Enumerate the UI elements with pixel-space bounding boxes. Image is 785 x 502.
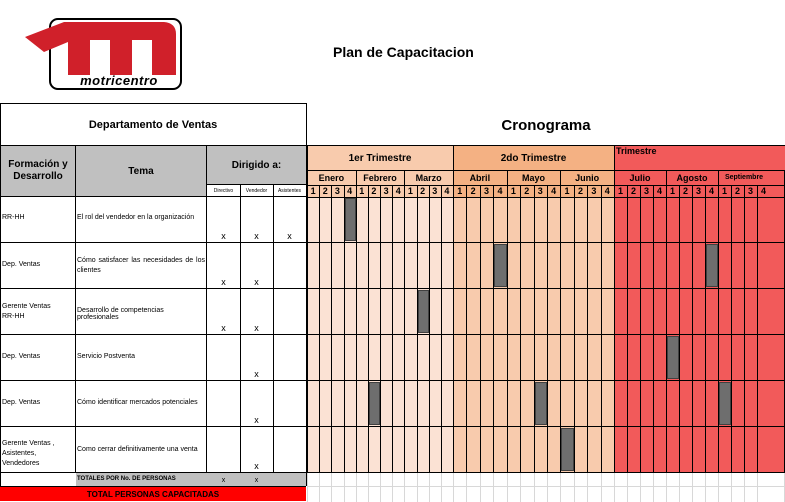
week-gridline (666, 185, 667, 472)
row-tema: El rol del vendedor en la organización (77, 214, 195, 221)
asistentes-header: Asistentes (277, 187, 302, 194)
motricentro-logo (24, 18, 182, 90)
week-number: 4 (497, 186, 503, 196)
week-number: 3 (432, 186, 438, 196)
week-gridline (368, 185, 369, 472)
empty-cell-gridline (344, 473, 345, 502)
row-asistentes-mark (273, 276, 306, 288)
week-gridline (627, 185, 628, 472)
totals-vendedor: x (254, 476, 259, 484)
week-number: 4 (347, 186, 353, 196)
row-directivo-mark: x (221, 231, 226, 241)
week-number: 1 (510, 186, 516, 196)
empty-cell-gridline (718, 473, 719, 502)
totals-directivo: x (221, 476, 226, 484)
quarter-gridline (307, 146, 308, 170)
empty-cell-gridline (640, 473, 641, 502)
schedule-title: Cronograma (501, 116, 591, 134)
week-gridline (319, 185, 320, 472)
empty-cell-gridline (392, 473, 393, 502)
week-number: 4 (604, 186, 610, 196)
week-number: 2 (630, 186, 636, 196)
empty-cell-gridline (679, 473, 680, 502)
activity-bar (535, 382, 547, 425)
week-gridline (429, 185, 430, 472)
week-number: 1 (407, 186, 413, 196)
month-gridline (404, 170, 405, 185)
row-directivo-mark (207, 368, 240, 380)
empty-cell-gridline (627, 473, 628, 502)
row-area: RR-HH (2, 214, 25, 221)
month-label: Agosto (676, 172, 708, 183)
week-number: 4 (708, 186, 714, 196)
month-gridline (666, 170, 667, 185)
week-number: 1 (669, 186, 675, 196)
quarter-label: 2do Trimestre (500, 152, 567, 164)
week-number: 2 (420, 186, 426, 196)
week-gridline (601, 185, 602, 472)
row-area: Gerente Ventas RR-HH (2, 303, 51, 320)
week-number: 2 (322, 186, 328, 196)
row-asistentes-mark (273, 322, 306, 334)
row-gridline (307, 426, 785, 427)
month-gridline (356, 170, 357, 185)
activity-bar (561, 428, 573, 471)
empty-cell-gridline (466, 473, 467, 502)
week-gridline (380, 185, 381, 472)
row-vendedor-mark: x (254, 277, 259, 287)
row-asistentes-mark (273, 460, 306, 472)
empty-cell-gridline (368, 473, 369, 502)
week-gridline (574, 185, 575, 472)
empty-cell-gridline (744, 473, 745, 502)
quarter-label: 1er Trimestre (348, 152, 412, 164)
activity-bar (345, 198, 356, 241)
month-gridline (507, 170, 508, 185)
empty-cell-gridline (417, 473, 418, 502)
month-label: Mayo (521, 172, 545, 183)
week-gridline (331, 185, 332, 472)
week-gridline (507, 185, 508, 472)
week-gridline (744, 185, 745, 472)
week-number: 2 (470, 186, 476, 196)
week-gridline (692, 185, 693, 472)
month-label: Junio (575, 172, 600, 183)
week-gridline (614, 185, 615, 472)
empty-cell-gridline (307, 473, 308, 502)
empty-cell-gridline (666, 473, 667, 502)
empty-cell-gridline (441, 473, 442, 502)
empty-cell-gridline (560, 473, 561, 502)
row-gridline (307, 288, 785, 289)
week-number: 3 (334, 186, 340, 196)
empty-cell-gridline (601, 473, 602, 502)
row-gridline (307, 242, 785, 243)
week-number: 4 (551, 186, 557, 196)
row-vendedor-mark: x (254, 231, 259, 241)
empty-cell-gridline (307, 486, 785, 487)
directivo-header: Directivo (213, 187, 234, 194)
row-tema: Cómo identificar mercados potenciales (77, 399, 198, 406)
row-area: Gerente Ventas , Asistentes, Vendedores (2, 440, 55, 467)
empty-cell-gridline (520, 473, 521, 502)
empty-cell-gridline (404, 473, 405, 502)
week-number: 4 (395, 186, 401, 196)
week-gridline (718, 185, 719, 472)
quarter-label: Trimestre (616, 146, 657, 156)
empty-cell-gridline (705, 473, 706, 502)
week-number: 4 (656, 186, 662, 196)
row-vendedor-mark: x (254, 323, 259, 333)
empty-cell-gridline (534, 473, 535, 502)
week-number: 3 (484, 186, 490, 196)
empty-cell-gridline (587, 473, 588, 502)
week-number: 3 (537, 186, 543, 196)
empty-cell-gridline (453, 473, 454, 502)
empty-cell-gridline (507, 473, 508, 502)
week-number: 3 (383, 186, 389, 196)
week-number: 3 (643, 186, 649, 196)
row-tema: Servicio Postventa (77, 353, 135, 360)
week-gridline (466, 185, 467, 472)
empty-cell-gridline (757, 473, 758, 502)
department-title: Departamento de Ventas (88, 119, 218, 131)
week-gridline (705, 185, 706, 472)
week-number: 4 (444, 186, 450, 196)
week-gridline (480, 185, 481, 472)
month-label: Febrero (363, 172, 397, 183)
empty-cell-gridline (614, 473, 615, 502)
week-number: 1 (564, 186, 570, 196)
logo-text: motricentro (80, 73, 158, 88)
week-number: 2 (371, 186, 377, 196)
month-label: Julio (629, 172, 651, 183)
empty-cell-gridline (547, 473, 548, 502)
week-gridline (493, 185, 494, 472)
activity-bar (719, 382, 731, 425)
row-tema: Desarrollo de competencias profesionales (77, 307, 164, 321)
empty-cell-gridline (653, 473, 654, 502)
week-gridline (547, 185, 548, 472)
row-tema: Cómo satisfacer las necesidades de los clientes (77, 257, 205, 274)
week-number: 2 (734, 186, 740, 196)
grand-total-label: TOTAL PERSONAS CAPACITADAS (0, 487, 306, 501)
month-gridline (718, 170, 719, 185)
week-gridline (640, 185, 641, 472)
dirigido-header: Dirigido a: (231, 159, 282, 171)
row-asistentes-mark (273, 414, 306, 426)
week-gridline (679, 185, 680, 472)
row-tema: Como cerrar definitivamente una venta (77, 446, 198, 453)
week-gridline (441, 185, 442, 472)
row-gridline (307, 472, 785, 473)
empty-cell-gridline (319, 473, 320, 502)
activity-bar (667, 336, 679, 379)
month-label: Septiembre (724, 174, 764, 181)
week-number: 3 (747, 186, 753, 196)
empty-cell-gridline (429, 473, 430, 502)
row-directivo-mark (207, 414, 240, 426)
week-number: 3 (591, 186, 597, 196)
vendedor-header: Vendedor (245, 187, 268, 194)
empty-cell-gridline (331, 473, 332, 502)
week-gridline (404, 185, 405, 472)
month-label: Marzo (415, 172, 442, 183)
week-gridline (356, 185, 357, 472)
week-number: 1 (359, 186, 365, 196)
empty-cell-gridline (574, 473, 575, 502)
week-number: 1 (617, 186, 623, 196)
row-gridline (307, 380, 785, 381)
activity-bar (706, 244, 718, 287)
week-gridline (731, 185, 732, 472)
row-asistentes-mark (273, 368, 306, 380)
week-number: 1 (310, 186, 316, 196)
week-number: 2 (577, 186, 583, 196)
activity-bar (418, 290, 429, 333)
tema-header: Tema (128, 165, 154, 177)
empty-cell-gridline (493, 473, 494, 502)
empty-cell-gridline (380, 473, 381, 502)
totals-label: TOTALES POR No. DE PERSONAS (77, 476, 176, 482)
week-gridline (587, 185, 588, 472)
week-gridline (534, 185, 535, 472)
row-vendedor-mark: x (254, 461, 259, 471)
empty-cell-gridline (356, 473, 357, 502)
row-vendedor-mark: x (254, 415, 259, 425)
month-gridline (560, 170, 561, 185)
week-number: 1 (457, 186, 463, 196)
header-gridline (307, 197, 785, 198)
activity-bar (494, 244, 506, 287)
week-number: 2 (524, 186, 530, 196)
row-vendedor-mark: x (254, 369, 259, 379)
quarter-gridline (453, 146, 454, 170)
formacion-header: Formación y Desarrollo (8, 159, 68, 182)
header-gridline (307, 185, 785, 186)
empty-cell-gridline (692, 473, 693, 502)
week-number: 4 (760, 186, 766, 196)
row-gridline (307, 334, 785, 335)
row-directivo-mark: x (221, 277, 226, 287)
week-gridline (453, 185, 454, 472)
month-label: Enero (318, 172, 345, 183)
row-directivo-mark (207, 460, 240, 472)
row-directivo-mark: x (221, 323, 226, 333)
week-gridline (757, 185, 758, 472)
header-gridline (307, 170, 785, 171)
week-number: 1 (721, 186, 727, 196)
row-asistentes-mark: x (287, 231, 292, 241)
quarter-gridline (614, 146, 615, 170)
activity-bar (369, 382, 380, 425)
empty-cell-gridline (731, 473, 732, 502)
week-number: 3 (695, 186, 701, 196)
empty-cell-gridline (480, 473, 481, 502)
month-gridline (614, 170, 615, 185)
month-label: Abril (469, 172, 491, 183)
week-gridline (653, 185, 654, 472)
week-gridline (307, 185, 308, 472)
month-gridline (307, 170, 308, 185)
week-number: 2 (682, 186, 688, 196)
week-gridline (392, 185, 393, 472)
page-title: Plan de Capacitacion (333, 44, 474, 60)
row-area: Dep. Ventas (2, 399, 41, 406)
week-gridline (520, 185, 521, 472)
month-gridline (453, 170, 454, 185)
row-area: Dep. Ventas (2, 261, 41, 268)
row-area: Dep. Ventas (2, 353, 41, 360)
